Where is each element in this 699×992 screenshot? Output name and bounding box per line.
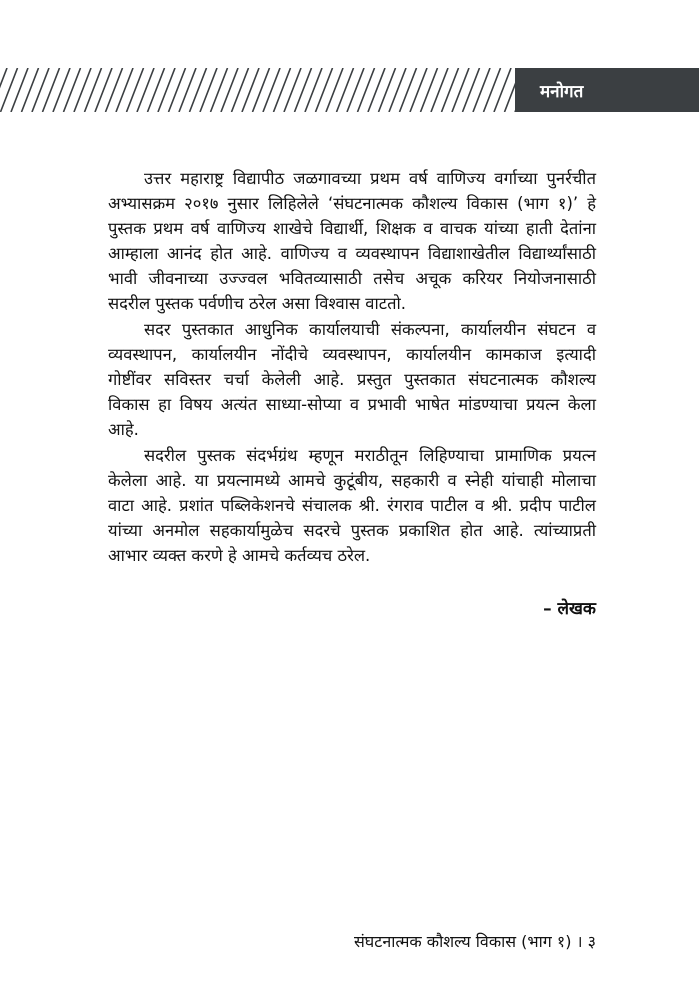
stripe [295, 68, 312, 112]
text-line: सदरील पुस्तक पर्वणीच ठरेल असा विश्वास वाटतो. [108, 294, 406, 313]
author-signature: – लेखक [543, 599, 596, 619]
stripe [95, 68, 112, 112]
stripe [473, 68, 490, 112]
stripe [211, 68, 228, 112]
stripe [379, 68, 396, 112]
stripe [274, 68, 291, 112]
text-line: सदरील पुस्तक संदर्भग्रंथ म्हणून मराठीतून लिहिण्याचा प्रामाणिक प्रयत्न [144, 446, 596, 465]
stripe [263, 68, 280, 112]
paragraph [108, 317, 596, 442]
section-title: मनोगत [540, 82, 584, 102]
text-line: पुस्तक प्रथम वर्ष वाणिज्य शाखेचे विद्यार्थी, शिक्षक व वाचक यांच्या हाती देतांना [108, 219, 596, 238]
text-line: आम्हाला आनंद होत आहे. वाणिज्य व व्यवस्थापन विद्याशाखेतील विद्यार्थ्यांसाठी [108, 244, 596, 263]
stripe [169, 68, 186, 112]
stripe [389, 68, 406, 112]
stripe [368, 68, 385, 112]
stripe [347, 68, 364, 112]
stripe [242, 68, 259, 112]
stripe [1, 68, 18, 112]
stripe [494, 68, 511, 112]
stripe [85, 68, 102, 112]
stripe [179, 68, 196, 112]
text-line: व्यवस्थापन, कार्यालयीन नोंदीचे व्यवस्थापन, कार्यालयीन कामकाज इत्यादी [108, 345, 596, 364]
text-line: भावी जीवनाच्या उज्ज्वल भवितव्यासाठी तसेच अचूक करियर नियोजनासाठी [108, 269, 596, 288]
stripe [410, 68, 427, 112]
stripe [358, 68, 375, 112]
paragraph [108, 166, 596, 316]
stripe [158, 68, 175, 112]
stripe [484, 68, 501, 112]
page-footer: संघटनात्मक कौशल्य विकास (भाग १) । ३ [353, 932, 596, 951]
text-line: विकास हा विषय अत्यंत साध्या-सोप्या व प्रभावी भाषेत मांडण्याचा प्रयत्न केला [108, 395, 596, 414]
stripe [32, 68, 49, 112]
stripe [74, 68, 91, 112]
stripe [431, 68, 448, 112]
text-line: यांच्या अनमोल सहकार्यामुळेच सदरचे पुस्तक प्रकाशित होत आहे. त्यांच्याप्रती [108, 521, 596, 540]
stripe [337, 68, 354, 112]
stripe [22, 68, 39, 112]
stripe [326, 68, 343, 112]
stripe [305, 68, 322, 112]
text-line: उत्तर महाराष्ट्र विद्यापीठ जळगावच्या प्रथम वर्ष वाणिज्य वर्गाच्या पुनर्रचीत [144, 169, 596, 188]
stripe [463, 68, 480, 112]
stripe [400, 68, 417, 112]
stripe [232, 68, 249, 112]
text-line: आहे. [108, 420, 139, 439]
stripe [53, 68, 70, 112]
text-line: सदर पुस्तकात आधुनिक कार्यालयाची संकल्पना, कार्यालयीन संघटन व [144, 320, 596, 339]
stripe [316, 68, 333, 112]
text-line: गोष्टींवर सविस्तर चर्चा केलेली आहे. प्रस्तुत पुस्तकात संघटनात्मक कौशल्य [108, 370, 596, 389]
stripe [64, 68, 81, 112]
stripe [442, 68, 459, 112]
text-line: अभ्यासक्रम २०१७ नुसार लिहिलेले ‘संघटनात्मक कौशल्य विकास (भाग १)’ हे [108, 194, 596, 213]
stripe [200, 68, 217, 112]
stripe [421, 68, 438, 112]
text-line: केलेला आहे. या प्रयत्नामध्ये आमचे कुटूंबीय, सहकारी व स्नेही यांचाही मोलाचा [108, 471, 596, 490]
stripe [11, 68, 28, 112]
stripe [253, 68, 270, 112]
stripe [116, 68, 133, 112]
stripe [137, 68, 154, 112]
paragraph [108, 443, 596, 568]
stripe [221, 68, 238, 112]
stripe [43, 68, 60, 112]
stripe [148, 68, 165, 112]
stripe [127, 68, 144, 112]
diagonal-stripes-decoration [0, 68, 520, 112]
text-line: आभार व्यक्त करणे हे आमचे कर्तव्यच ठरेल. [108, 546, 371, 565]
body-text [108, 166, 596, 569]
stripe [106, 68, 123, 112]
stripe [190, 68, 207, 112]
stripe [284, 68, 301, 112]
stripe [452, 68, 469, 112]
text-line: वाटा आहे. प्रशांत पब्लिकेशनचे संचालक श्री. रंगराव पाटील व श्री. प्रदीप पाटील [108, 496, 596, 515]
